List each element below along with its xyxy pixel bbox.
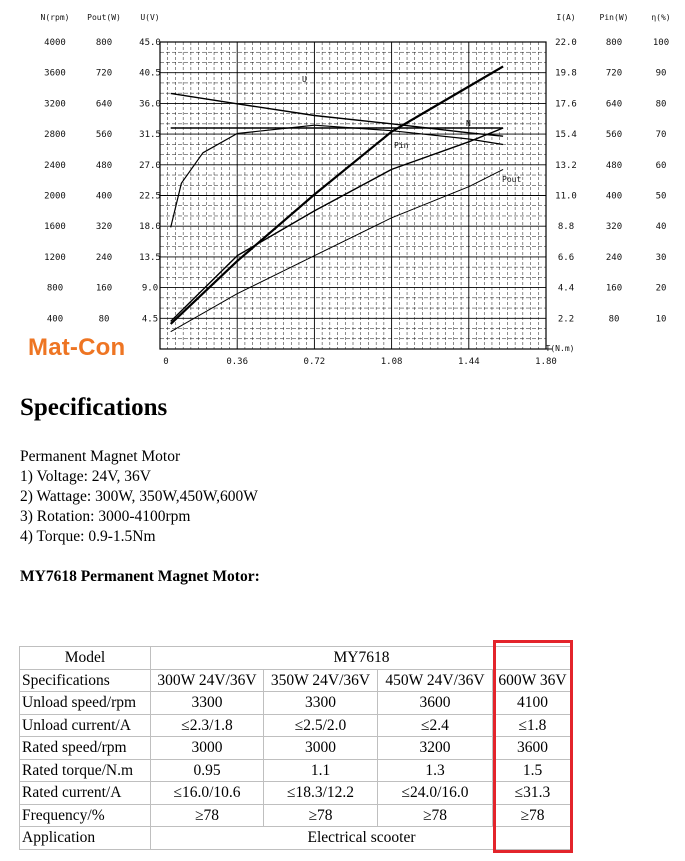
table-cell: Rated speed/rpm [20,737,151,760]
table-cell: ≥78 [264,804,378,827]
tick-label: 2400 [44,160,66,171]
table-cell: 0.95 [151,759,264,782]
table-cell: 4100 [493,692,573,715]
tick-label: 160 [605,283,623,294]
tick-label: 30 [655,252,667,263]
tick-label: 320 [95,222,113,233]
tick-label: 640 [605,99,623,110]
x-tick-label: 1.08 [380,357,403,367]
table-row [20,669,573,692]
tick-label: 36.0 [139,99,161,110]
page-title: Specifications [20,394,168,421]
tick-label: 4000 [44,38,66,48]
table-cell: Model [20,647,151,670]
tick-label: 160 [95,283,113,294]
table-cell: ≤16.0/10.6 [151,782,264,805]
table-row [20,737,573,760]
tick-label: 31.5 [139,130,161,141]
tick-label: 400 [46,314,64,325]
table-row [20,647,573,670]
table-cell: ≤2.4 [378,714,493,737]
spec-table [19,646,573,850]
axis-header: U(V) [140,13,160,22]
tick-label: 480 [605,160,623,171]
table-cell: Specifications [20,669,151,692]
axis-header: Pin(W) [599,13,629,22]
tick-label: 240 [95,252,113,263]
table-cell: Frequency/% [20,804,151,827]
description-line: 1) Voltage: 24V, 36V [20,468,151,485]
table-cell: 600W 36V [493,669,573,692]
tick-label: 1200 [44,252,66,263]
table-cell: Electrical scooter [151,827,573,850]
axis-header: Pout(W) [87,13,121,22]
x-tick-label: 1.80 [535,357,557,367]
x-tick-label: 0 [163,357,169,367]
axis-header: N(rpm) [40,13,70,22]
tick-label: 4.4 [557,283,575,294]
tick-label: 320 [605,222,623,233]
tick-label: 800 [46,283,64,294]
tick-label: 3200 [44,99,66,110]
table-row [20,804,573,827]
table-cell: Application [20,827,151,850]
tick-label: 720 [605,68,623,79]
tick-label: 40 [655,222,667,233]
tick-label: 720 [95,68,113,79]
tick-label: 9.0 [141,283,159,294]
tick-label: 18.0 [139,222,161,233]
tick-label: 20 [655,283,667,294]
curve-label: Pin [394,141,409,150]
tick-label: 80 [655,99,667,110]
tick-label: 560 [605,130,623,141]
chart-grid [160,42,552,349]
table-cell: ≤1.8 [493,714,573,737]
tick-label: 15.4 [555,130,577,141]
table-cell: 3000 [151,737,264,760]
table-row [20,714,573,737]
table-cell: 3300 [151,692,264,715]
description-list [20,447,258,547]
table-cell: ≤31.3 [493,782,573,805]
tick-label: 22.0 [555,38,577,48]
tick-label: 800 [605,38,623,48]
tick-label: 2800 [44,130,66,141]
tick-label: 11.0 [555,191,577,202]
tick-label: 40.5 [139,68,161,79]
motor-subheading: MY7618 Permanent Magnet Motor: [20,568,260,585]
tick-label: 100 [652,38,670,48]
table-cell: 1.1 [264,759,378,782]
tick-label: 400 [95,191,113,202]
tick-label: 480 [95,160,113,171]
x-tick-label: 0.72 [303,357,326,367]
tick-label: 2.2 [557,314,575,325]
table-cell: Unload speed/rpm [20,692,151,715]
x-axis-label: T(N.m) [545,344,575,353]
tick-label: 3600 [44,68,66,79]
tick-label: 800 [95,38,113,48]
tick-label: 70 [655,130,667,141]
table-cell: 1.5 [493,759,573,782]
curve-label: U [302,75,307,84]
axis-header: η(%) [651,13,671,22]
tick-label: 19.8 [555,68,577,79]
tick-label: 90 [655,68,667,79]
performance-chart [0,0,685,375]
tick-label: 45.0 [139,38,161,48]
description-line: 2) Wattage: 300W, 350W,450W,600W [20,488,258,505]
table-cell: ≤24.0/16.0 [378,782,493,805]
table-cell: 3600 [378,692,493,715]
table-row [20,759,573,782]
tick-label: 2000 [44,191,66,202]
tick-label: 60 [655,160,667,171]
tick-label: 560 [95,130,113,141]
table-cell: ≤18.3/12.2 [264,782,378,805]
tick-label: 4.5 [141,314,159,325]
highlight-box [493,640,573,853]
tick-label: 240 [605,252,623,263]
table-cell: 450W 24V/36V [378,669,493,692]
description-line: 4) Torque: 0.9-1.5Nm [20,528,156,545]
table-cell: Rated torque/N.m [20,759,151,782]
table-cell: ≤2.3/1.8 [151,714,264,737]
table-cell: ≥78 [151,804,264,827]
tick-label: 13.2 [555,160,577,171]
table-cell: ≤2.5/2.0 [264,714,378,737]
table-cell: 1.3 [378,759,493,782]
tick-label: 1600 [44,222,66,233]
curve-label: N [466,119,471,128]
table-cell: Unload current/A [20,714,151,737]
description-line: 3) Rotation: 3000-4100rpm [20,508,191,525]
table-cell: ≥78 [378,804,493,827]
x-tick-label: 0.36 [226,357,249,367]
tick-label: 640 [95,99,113,110]
tick-label: 13.5 [139,252,161,263]
tick-label: 50 [655,191,667,202]
description-line: Permanent Magnet Motor [20,448,181,465]
chart-labels [41,13,671,367]
tick-label: 80 [608,314,620,325]
tick-label: 10 [655,314,667,325]
table-row [20,692,573,715]
table-cell: 3300 [264,692,378,715]
tick-label: 8.8 [557,222,575,233]
table-row [20,827,573,850]
table-cell: ≥78 [493,804,573,827]
tick-label: 6.6 [557,252,575,263]
table-cell: 300W 24V/36V [151,669,264,692]
x-tick-label: 1.44 [457,357,480,367]
tick-label: 17.6 [555,99,577,110]
table-row [20,782,573,805]
table-cell: Rated current/A [20,782,151,805]
table-cell: 350W 24V/36V [264,669,378,692]
axis-header: I(A) [556,13,576,22]
table-cell: 3600 [493,737,573,760]
tick-label: 27.0 [139,160,161,171]
tick-label: 400 [605,191,623,202]
tick-label: 80 [98,314,110,325]
curve-label: Pout [502,175,522,184]
tick-label: 22.5 [139,191,161,202]
table-cell: 3200 [378,737,493,760]
mat-con-logo: Mat-Con [28,334,126,361]
table-cell: 3000 [264,737,378,760]
table-cell: MY7618 [151,647,573,670]
